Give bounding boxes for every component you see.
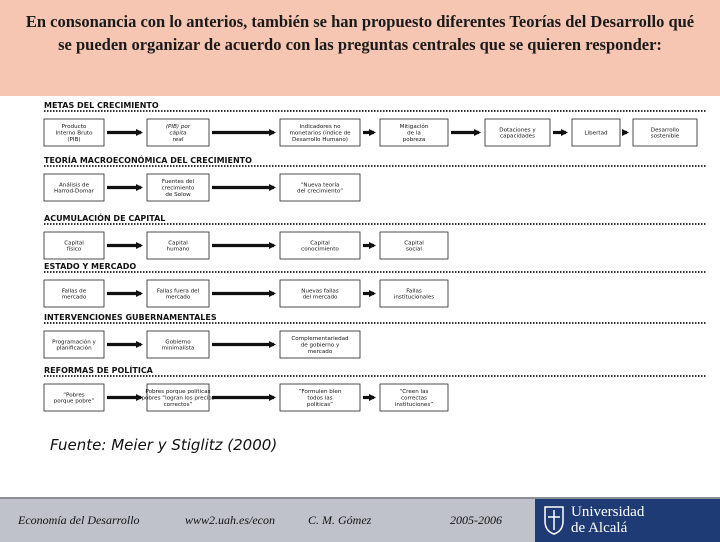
theory-box-label: Análisis de Harrod-Domar — [54, 182, 94, 195]
theory-box-label: Desarrollo sostenible — [650, 127, 680, 140]
section-title: ESTADO Y MERCADO — [44, 262, 137, 271]
development-theories-diagram — [0, 96, 720, 422]
theory-box-label: “Formulen bien todos las políticas” — [298, 389, 342, 408]
theory-box-label: Fallas institucionales — [393, 288, 435, 301]
theory-box-label: Fallas de mercado — [61, 288, 87, 301]
source-citation: Fuente: Meier y Stiglitz (2000) — [50, 436, 278, 454]
theory-box-label: Indicadores no monetarios (índice de Desarrollo Humano) — [289, 124, 351, 143]
theory-box-label: Fallas fuera del mercado — [156, 288, 200, 301]
theory-box-label: Complementariedad de gobierno y mercado — [291, 336, 349, 355]
section-title: ACUMULACIÓN DE CAPITAL — [44, 214, 166, 223]
theory-box-label: Dotaciones y capacidades — [499, 127, 536, 140]
section-title: INTERVENCIONES GUBERNAMENTALES — [44, 313, 217, 322]
theory-box-label: “Nueva teoría del crecimiento” — [297, 182, 343, 195]
section-title: TEORÍA MACROECONÓMICA DEL CRECIMIENTO — [44, 156, 252, 165]
header-banner — [0, 0, 720, 96]
footer-course: Economía del Desarrollo — [18, 513, 140, 527]
theory-box-label: Producto Interno Bruto (PIB) — [55, 124, 93, 143]
footer-years: 2005-2006 — [450, 513, 502, 527]
diagram-section — [44, 101, 706, 146]
footer-bar — [0, 497, 720, 542]
page-title: En consonancia con lo anterios, también se han propuesto diferentes Teorías del Desarrollo qué se pueden organizar de acuerdo con las preguntas centrales que se quieren responder: — [25, 12, 695, 54]
logo-line-1: Universidad — [571, 504, 645, 520]
theory-box-label: Gobierno minimalista — [161, 339, 195, 352]
section-title: REFORMAS DE POLÍTICA — [44, 366, 153, 375]
theory-box-label: Pobres porque políticas pobres “logran los precios correctos” — [141, 389, 215, 408]
theory-box-label: (PIB) por cápita real — [165, 124, 191, 143]
diagram-section — [44, 313, 706, 358]
section-title: METAS DEL CRECIMIENTO — [44, 101, 159, 110]
footer-author: C. M. Gómez — [308, 513, 372, 527]
diagram-section — [44, 262, 706, 307]
theory-box-label: Fuentes del crecimiento de Solow — [161, 179, 195, 198]
theory-box-label: Mitigación de la pobreza — [399, 124, 429, 143]
diagram-section — [44, 154, 706, 201]
footer-url[interactable]: www2.uah.es/econ — [185, 513, 275, 527]
theory-box-label: Programación y planificación — [52, 339, 96, 352]
theory-box-label: Capital conocimiento — [301, 240, 339, 253]
theory-box-label: Capital social — [404, 240, 424, 253]
theory-box-label: Nuevas fallas del mercado — [301, 288, 339, 301]
theory-box-label: Capital humano — [166, 240, 190, 253]
university-logo — [535, 499, 720, 542]
shield-icon — [543, 505, 565, 535]
logo-line-2: de Alcalá — [571, 520, 628, 536]
diagram-section — [44, 364, 706, 411]
theory-box-label: “Creen las correctas instituciones” — [394, 389, 434, 408]
theory-box-label: Capital físico — [64, 240, 84, 253]
university-name — [571, 504, 644, 536]
theory-box-label: “Pobres porque pobre” — [53, 392, 95, 405]
diagram-section — [44, 212, 706, 259]
theory-box-label: Libertad — [584, 130, 608, 137]
